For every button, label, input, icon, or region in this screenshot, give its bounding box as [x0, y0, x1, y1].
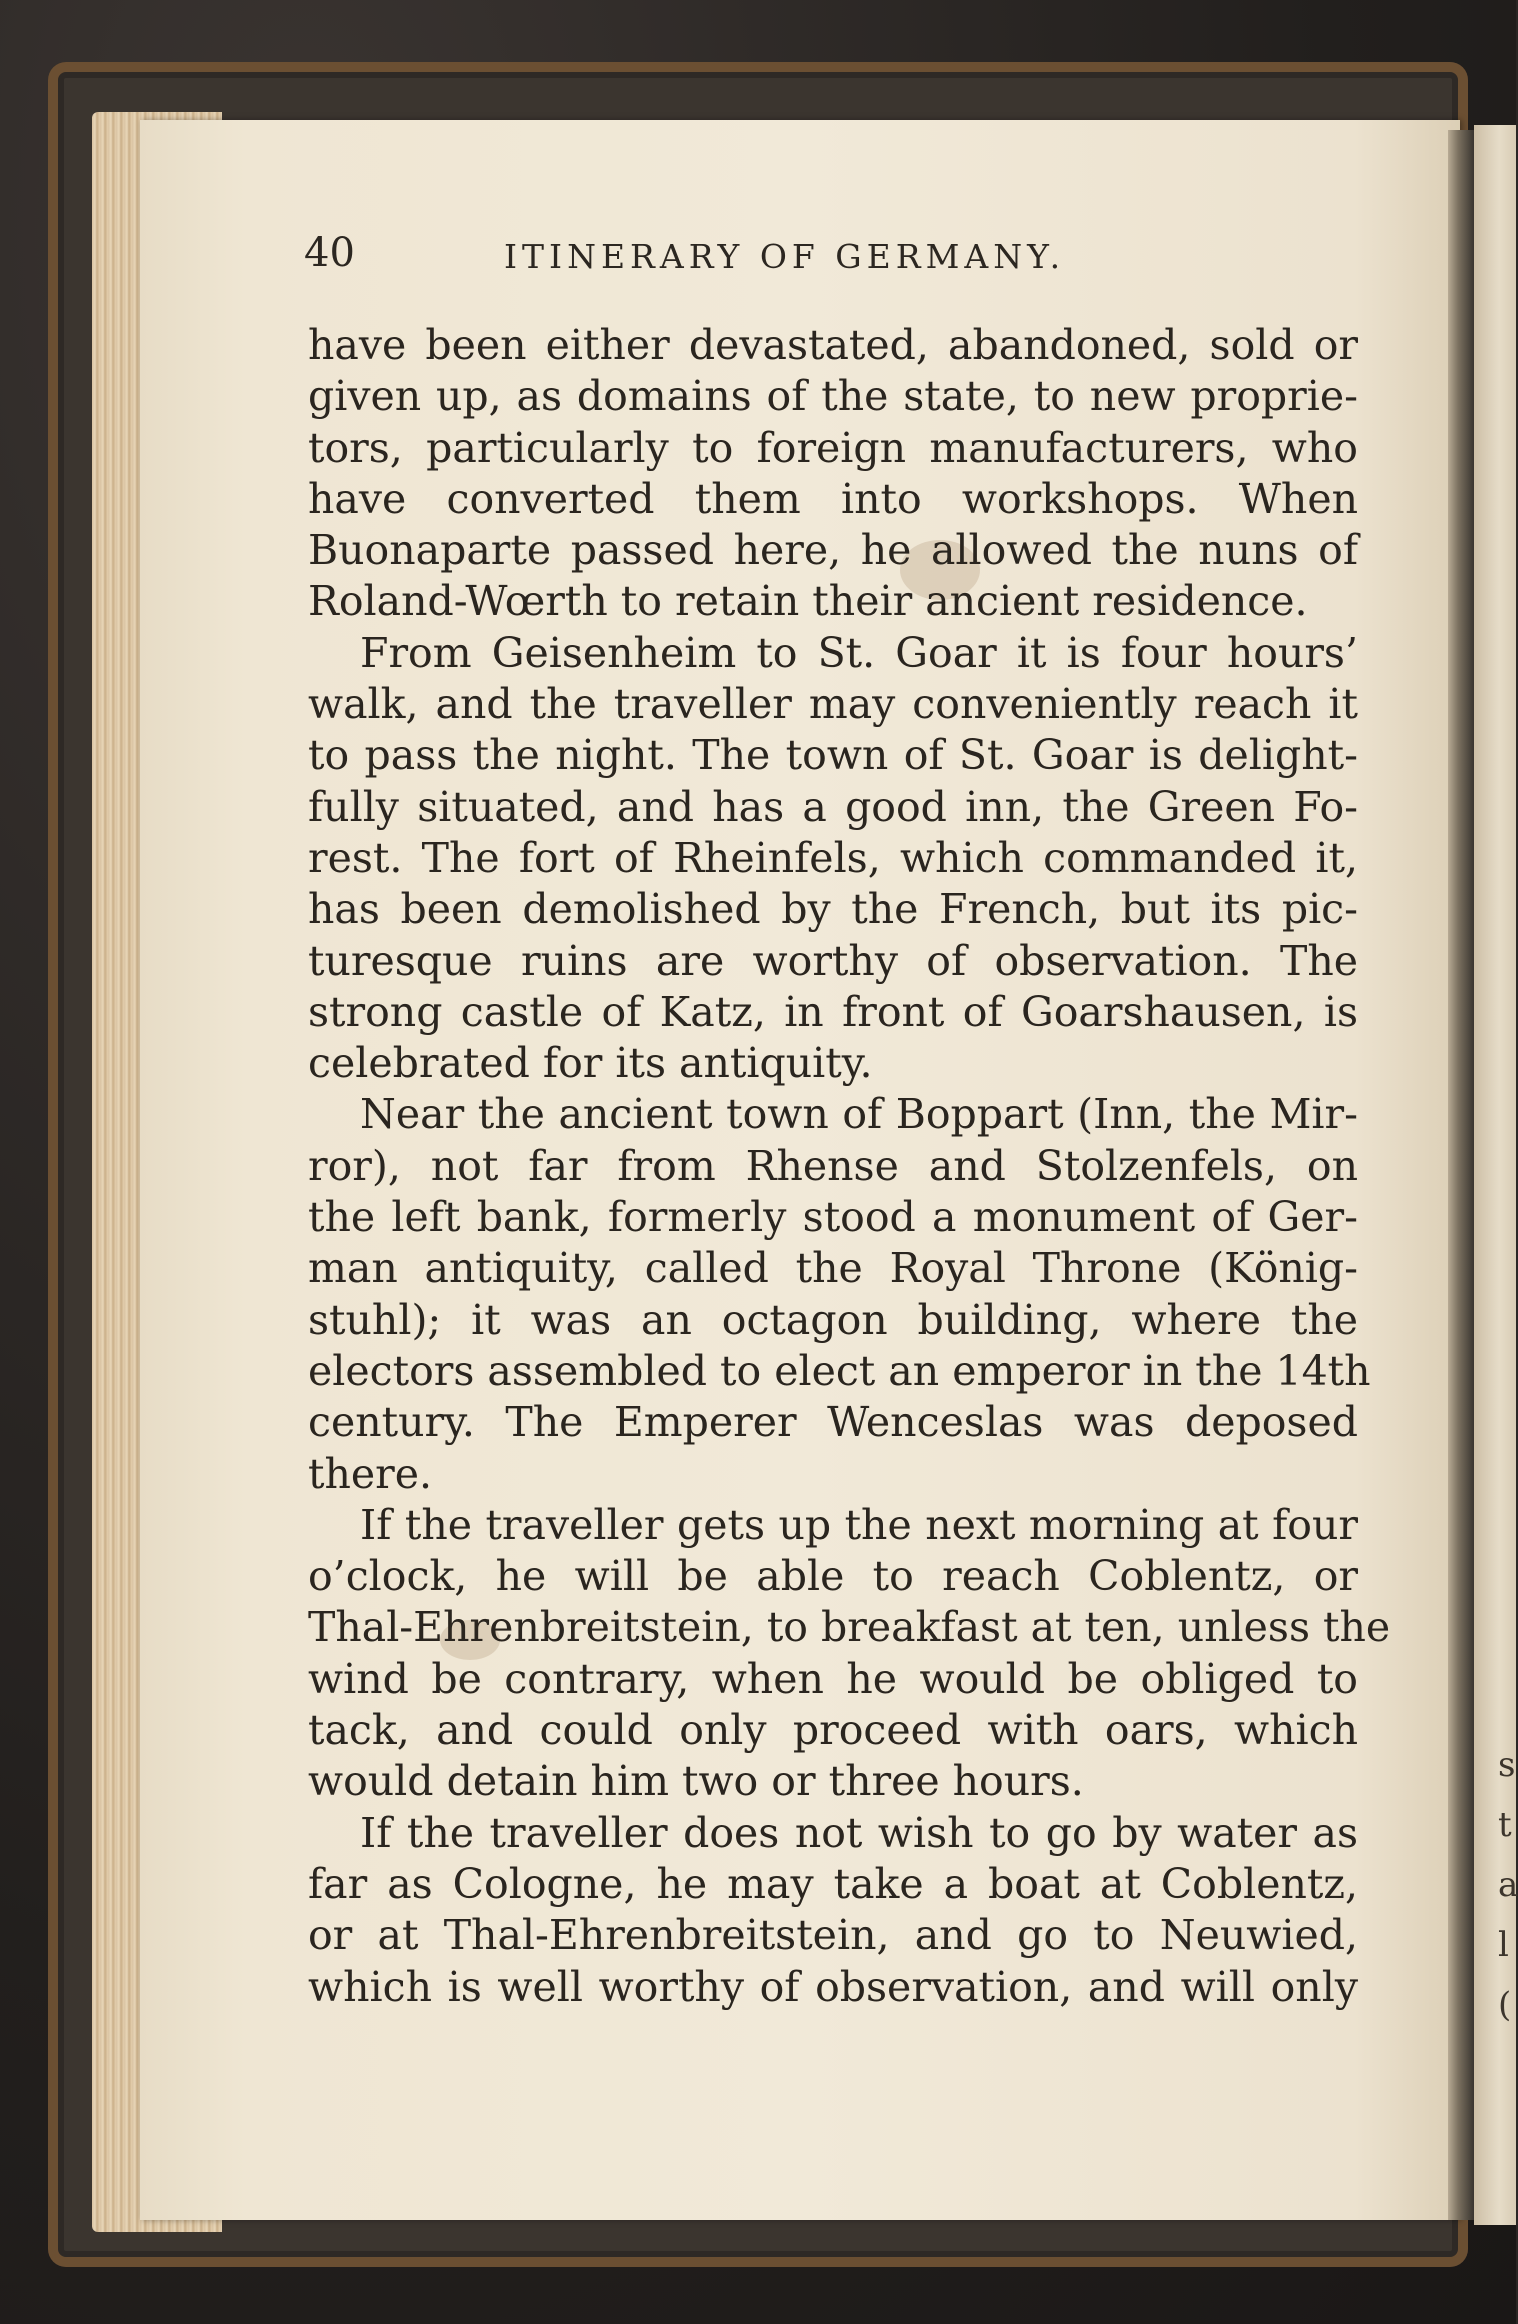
text-line: turesque ruins are worthy of observation. The — [308, 936, 1358, 985]
text-line: If the traveller does not wish to go by water as — [360, 1808, 1358, 1857]
text-line: or at Thal-Ehrenbreitstein, and go to Neuwied, — [308, 1911, 1358, 1960]
text-line: tors, particularly to foreign manufacturers, who — [308, 423, 1358, 472]
text-line: Roland-Wœrth to retain their ancient residence. — [308, 577, 1308, 626]
text-line: which is well worthy of observation, and will only — [308, 1962, 1358, 2011]
page-number: 40 — [304, 230, 355, 276]
text-line: fully situated, and has a good inn, the Green Fo- — [308, 782, 1358, 831]
body-text — [308, 320, 1391, 2013]
text-line: electors assembled to elect an emperor in the 14th — [308, 1346, 1371, 1395]
facing-glyph: ( — [1498, 1985, 1512, 2025]
text-line: ror), not far from Rhense and Stolzenfels, on — [308, 1141, 1358, 1190]
text-line: From Geisenheim to St. Goar it is four hours’ — [360, 628, 1358, 677]
facing-glyph: t — [1498, 1805, 1512, 1845]
facing-glyph: l — [1498, 1925, 1509, 1965]
text-line: Buonaparte passed here, he allowed the nuns of — [308, 526, 1358, 575]
facing-page-glyphs — [1498, 1735, 1516, 2035]
text-line: celebrated for its antiquity. — [308, 1039, 873, 1088]
text-line: to pass the night. The town of St. Goar is delight- — [308, 731, 1358, 780]
text-line: stuhl); it was an octagon building, where the — [308, 1295, 1358, 1344]
text-line: Near the ancient town of Boppart (Inn, the Mir- — [360, 1090, 1358, 1139]
running-head — [304, 228, 1184, 288]
text-line: given up, as domains of the state, to new proprie- — [308, 372, 1358, 421]
text-line: have converted them into workshops. When — [308, 474, 1358, 523]
text-line: wind be contrary, when he would be obliged to — [308, 1654, 1358, 1703]
text-line: man antiquity, called the Royal Throne (König- — [308, 1244, 1358, 1293]
text-line: walk, and the traveller may conveniently reach it — [308, 680, 1358, 729]
text-line: has been demolished by the French, but its pic- — [308, 885, 1358, 934]
facing-glyph: s — [1498, 1745, 1516, 1785]
text-line: have been either devastated, abandoned, sold or — [308, 321, 1358, 369]
text-line: strong castle of Katz, in front of Goarshausen, is — [308, 987, 1358, 1036]
text-line: would detain him two or three hours. — [308, 1757, 1084, 1806]
text-line: o’clock, he will be able to reach Coblentz, or — [308, 1552, 1358, 1601]
spine-gutter — [1448, 130, 1474, 2220]
text-line: century. The Emperer Wenceslas was deposed — [308, 1398, 1358, 1447]
text-line: Thal-Ehrenbreitstein, to breakfast at ten, unless the — [308, 1603, 1391, 1652]
text-line: there. — [308, 1449, 433, 1498]
running-title: ITINERARY OF GERMANY. — [504, 237, 1066, 276]
facing-glyph: a — [1498, 1865, 1518, 1905]
text-line: If the traveller gets up the next morning at four — [360, 1500, 1358, 1549]
text-line: tack, and could only proceed with oars, which — [308, 1706, 1358, 1755]
text-line: the left bank, formerly stood a monument of Ger- — [308, 1193, 1358, 1242]
text-line: rest. The fort of Rheinfels, which commanded it, — [308, 833, 1358, 882]
text-line: far as Cologne, he may take a boat at Coblentz, — [308, 1859, 1358, 1908]
